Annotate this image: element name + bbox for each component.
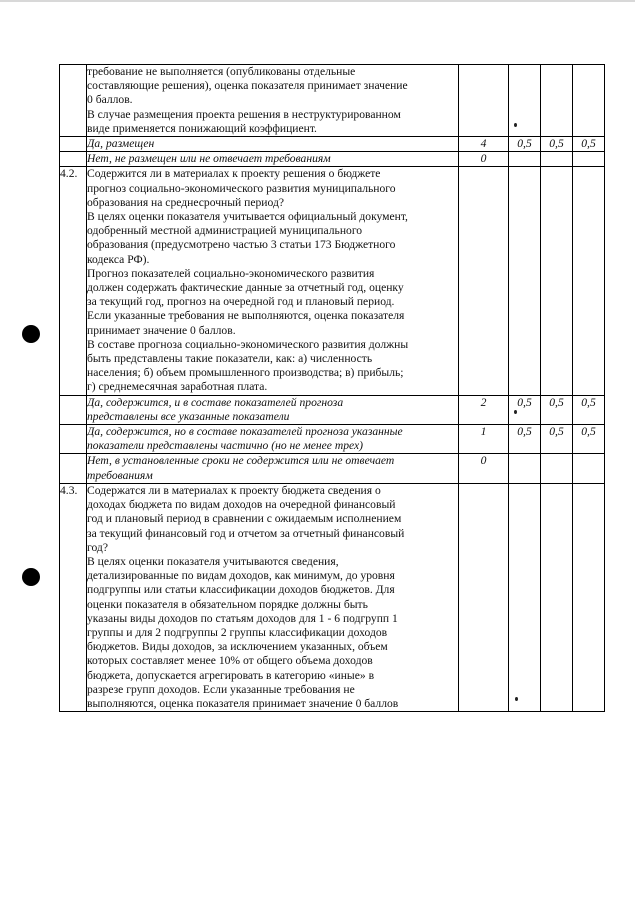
score-cell: 2 [459, 395, 509, 424]
binder-hole-mark [22, 325, 40, 343]
score-cell: 0 [459, 454, 509, 483]
text-line: подгруппы или статьи классификации доходов бюджетов. Для [87, 583, 395, 597]
evaluation-table [59, 64, 605, 712]
answer-option-text [87, 395, 459, 424]
criterion-description [87, 483, 459, 711]
answer-option-row [60, 425, 605, 454]
scan-speck [514, 123, 517, 127]
score-cell [459, 65, 509, 137]
text-line: одобренный местной администрацией муниципального [87, 224, 363, 238]
text-line: 0 баллов. [87, 93, 133, 107]
text-line: показатели представлены частично (но не менее трех) [87, 439, 364, 453]
scan-speck [515, 697, 518, 701]
weight-cell: 0,5 [541, 137, 573, 152]
text-line: кодекса РФ). [87, 252, 150, 266]
text-line: населения; б) объем промышленного производства; в) прибыль; [87, 366, 404, 380]
text-line: за текущий год, прогноз на очередной год и плановый период. [87, 295, 395, 309]
text-line: за текущий финансовый год и отчетом за отчетный финансовый [87, 526, 405, 540]
text-line: Нет, не размещен или не отвечает требованиям [87, 152, 331, 166]
text-line: указаны виды доходов по статьям доходов для 1 - 6 подгрупп 1 [87, 611, 398, 625]
criterion-number [60, 395, 87, 424]
text-line: бюджетов. Виды доходов, за исключением указанных, объем [87, 640, 388, 654]
text-line: год и плановый период в сравнении с ожидаемым исполнением [87, 512, 402, 526]
criterion-number [60, 454, 87, 483]
score-cell: 1 [459, 425, 509, 454]
criterion-number [60, 137, 87, 152]
text-line: виде применяется понижающий коэффициент. [87, 121, 317, 135]
page-top-edge [0, 0, 635, 2]
text-line: быть представлены такие показатели, как: а) численность [87, 352, 373, 366]
text-line: Да, содержится, но в составе показателей прогноза указанные [87, 425, 403, 439]
text-line: В целях оценки показателя учитываются сведения, [87, 554, 339, 568]
answer-option-text [87, 137, 459, 152]
weight-cell: 0,5 [509, 395, 541, 424]
weight-cell [573, 152, 605, 167]
answer-option-text [87, 425, 459, 454]
criterion-number [60, 425, 87, 454]
text-line: Прогноз показателей социально-экономического развития [87, 266, 375, 280]
text-line: составляющие решения), оценка показателя принимает значение [87, 79, 408, 93]
weight-cell: 0,5 [541, 395, 573, 424]
text-line: требование не выполняется (опубликованы отдельные [87, 65, 356, 78]
weight-cell: 0,5 [509, 137, 541, 152]
scan-speck [514, 410, 517, 414]
text-line: В целях оценки показателя учитывается официальный документ, [87, 210, 408, 224]
weight-cell [573, 167, 605, 395]
text-line: доходах бюджета по видам доходов на очередной финансовый [87, 498, 396, 512]
text-line: Да, размещен [87, 137, 155, 151]
text-line: образования на среднесрочный период? [87, 195, 285, 209]
weight-cell [509, 152, 541, 167]
criterion-row [60, 167, 605, 395]
text-line: принимает значение 0 баллов. [87, 323, 236, 337]
text-line: Содержится ли в материалах к проекту решения о бюджете [87, 167, 381, 181]
weight-cell: 0,5 [541, 425, 573, 454]
answer-option-text [87, 152, 459, 167]
weight-cell [509, 483, 541, 711]
score-cell [459, 167, 509, 395]
text-line: оценки показателя в обязательном порядке должны быть [87, 597, 368, 611]
weight-cell [541, 65, 573, 137]
weight-cell: 0,5 [573, 425, 605, 454]
weight-cell: 0,5 [573, 395, 605, 424]
text-line: которых составляет менее 10% от общего объема доходов [87, 654, 373, 668]
criterion-number: 4.3. [60, 483, 87, 711]
text-line: Да, содержится, и в составе показателей прогноза [87, 395, 344, 409]
text-line: группы и для 2 подгруппы 2 группы классификации доходов [87, 625, 388, 639]
answer-option-row [60, 137, 605, 152]
text-line: выполняются, оценка показателя принимает значение 0 баллов [87, 696, 399, 710]
text-line: прогноз социально-экономического развития муниципального [87, 181, 396, 195]
text-line: бюджета, допускается агрегировать в категорию «иные» в [87, 668, 375, 682]
weight-cell [509, 454, 541, 483]
text-line: должен содержать фактические данные за отчетный год, оценку [87, 281, 404, 295]
text-line: образования (предусмотрено частью 3 статьи 173 Бюджетного [87, 238, 396, 252]
criterion-description [87, 167, 459, 395]
answer-option-row [60, 152, 605, 167]
weight-cell [541, 167, 573, 395]
weight-cell: 0,5 [573, 137, 605, 152]
text-line: разрезе групп доходов. Если указанные требования не [87, 682, 355, 696]
weight-cell [509, 167, 541, 395]
text-line: г) среднемесячная заработная плата. [87, 380, 268, 394]
score-cell [459, 483, 509, 711]
answer-option-text [87, 454, 459, 483]
weight-cell [573, 65, 605, 137]
weight-cell [541, 483, 573, 711]
score-cell: 4 [459, 137, 509, 152]
weight-cell [541, 152, 573, 167]
criterion-number: 4.2. [60, 167, 87, 395]
text-line: В составе прогноза социально-экономического развития должны [87, 337, 409, 351]
answer-option-row [60, 454, 605, 483]
criterion-row [60, 65, 605, 137]
answer-option-row [60, 395, 605, 424]
weight-cell [541, 454, 573, 483]
weight-cell [573, 454, 605, 483]
text-line: Если указанные требования не выполняются, оценка показателя [87, 309, 405, 323]
criterion-row [60, 483, 605, 711]
text-line: требованиям [87, 468, 153, 482]
criterion-description [87, 65, 459, 137]
score-cell: 0 [459, 152, 509, 167]
text-line: детализированные по видам доходов, как минимум, до уровня [87, 569, 395, 583]
criterion-number [60, 65, 87, 137]
weight-cell [573, 483, 605, 711]
text-line: В случае размещения проекта решения в неструктурированном [87, 107, 401, 121]
text-line: Содержатся ли в материалах к проекту бюджета сведения о [87, 483, 381, 497]
weight-cell: 0,5 [509, 425, 541, 454]
binder-hole-mark [22, 568, 40, 586]
text-line: год? [87, 540, 108, 554]
criterion-number [60, 152, 87, 167]
text-line: представлены все указанные показатели [87, 409, 290, 423]
text-line: Нет, в установленные сроки не содержится или не отвечает [87, 454, 395, 468]
